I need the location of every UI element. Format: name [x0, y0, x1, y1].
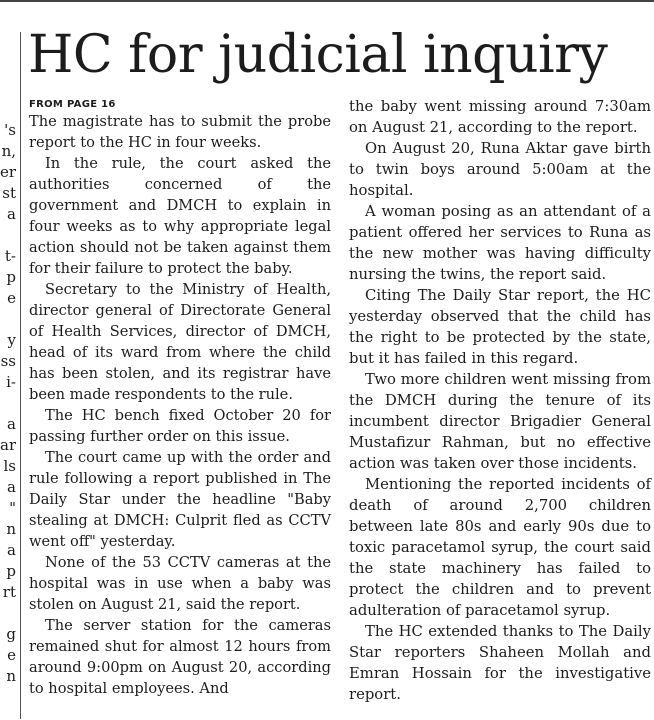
fragment-line: rt — [2, 583, 16, 601]
paragraph: None of the 53 CCTV cameras at the hospital was in use when a baby was stolen on August 21, said the report. — [29, 554, 331, 613]
fragment-line: e — [7, 289, 16, 307]
fragment-line: a — [7, 415, 16, 433]
paragraph: The magistrate has to submit the probe report to the HC in four weeks. — [29, 113, 331, 151]
article-column-1 — [29, 98, 331, 699]
paragraph: The server station for the cameras remained shut for almost 12 hours from around 9:00pm on August 20, according to hospital employees. And — [29, 617, 331, 697]
paragraph: Secretary to the Ministry of Health, director general of Directorate General of Health Services, director of DMCH, head of its ward from where the child has been stolen, and its registrar have been made respondents to the rule. — [29, 281, 331, 403]
fragment-line: er — [0, 163, 16, 181]
article-column-2 — [349, 96, 651, 705]
paragraph: Mentioning the reported incidents of death of around 2,700 children between late 80s and early 90s due to toxic paracetamol syrup, the court said the state machinery has failed to protect the children and to prevent adulteration of paracetamol syrup. — [349, 476, 651, 619]
paragraph: The HC extended thanks to The Daily Star reporters Shaheen Mollah and Emran Hossain for the investigative report. — [349, 623, 651, 703]
paragraph: the baby went missing around 7:30am on August 21, according to the report. — [349, 98, 651, 136]
column-divider — [20, 32, 21, 719]
paragraph: A woman posing as an attendant of a patient offered her services to Runa as the new mother was having difficulty nursing the twins, the report said. — [349, 203, 651, 283]
fragment-line: a — [7, 205, 16, 223]
fragment-line: st — [2, 184, 16, 202]
fragment-line: 's — [4, 121, 16, 139]
paragraph: In the rule, the court asked the authorities concerned of the government and DMCH to explain in four weeks as to why appropriate legal action should not be taken against them for their failure to protect the baby. — [29, 155, 331, 277]
paragraph: The HC bench fixed October 20 for passing further order on this issue. — [29, 407, 331, 445]
fragment-line: ls — [3, 457, 16, 475]
fragment-line: ar — [0, 436, 16, 454]
top-rule — [0, 0, 654, 2]
paragraph: Citing The Daily Star report, the HC yesterday observed that the child has the right to be protected by the state, but it has failed in this regard. — [349, 287, 651, 367]
fragment-line — [0, 393, 16, 414]
fragment-line: p — [6, 562, 16, 580]
fragment-line: n — [6, 667, 16, 685]
fragment-line — [0, 309, 16, 330]
fragment-line: ss — [0, 352, 16, 370]
paragraph: The court came up with the order and rule following a report published in The Daily Star under the headline "Baby stealing at DMCH: Culprit fled as CCTV went off" yesterday. — [29, 449, 331, 550]
headline: HC for judicial inquiry — [28, 25, 608, 85]
fragment-line: " — [9, 499, 16, 517]
paragraph: Two more children went missing from the DMCH during the tenure of its incumbent director Brigadier General Mustafizur Rahman, but no effective action was taken over those incidents. — [349, 371, 651, 472]
fragment-line: n, — [1, 142, 16, 160]
fragment-line: t- — [4, 247, 16, 265]
fragment-line: a — [7, 478, 16, 496]
fragment-line: g — [6, 625, 16, 643]
fragment-line: p — [6, 268, 16, 286]
fragment-line: e — [7, 646, 16, 664]
fragment-line — [0, 225, 16, 246]
adjacent-column-fragment — [0, 120, 16, 720]
fragment-line: y — [7, 331, 16, 349]
continuation-kicker: FROM PAGE 16 — [29, 99, 116, 110]
paragraph: On August 20, Runa Aktar gave birth to twin boys around 5:00am at the hospital. — [349, 140, 651, 199]
fragment-line: i- — [6, 373, 16, 391]
fragment-line — [0, 603, 16, 624]
fragment-line: n — [6, 520, 16, 538]
fragment-line: a — [7, 541, 16, 559]
